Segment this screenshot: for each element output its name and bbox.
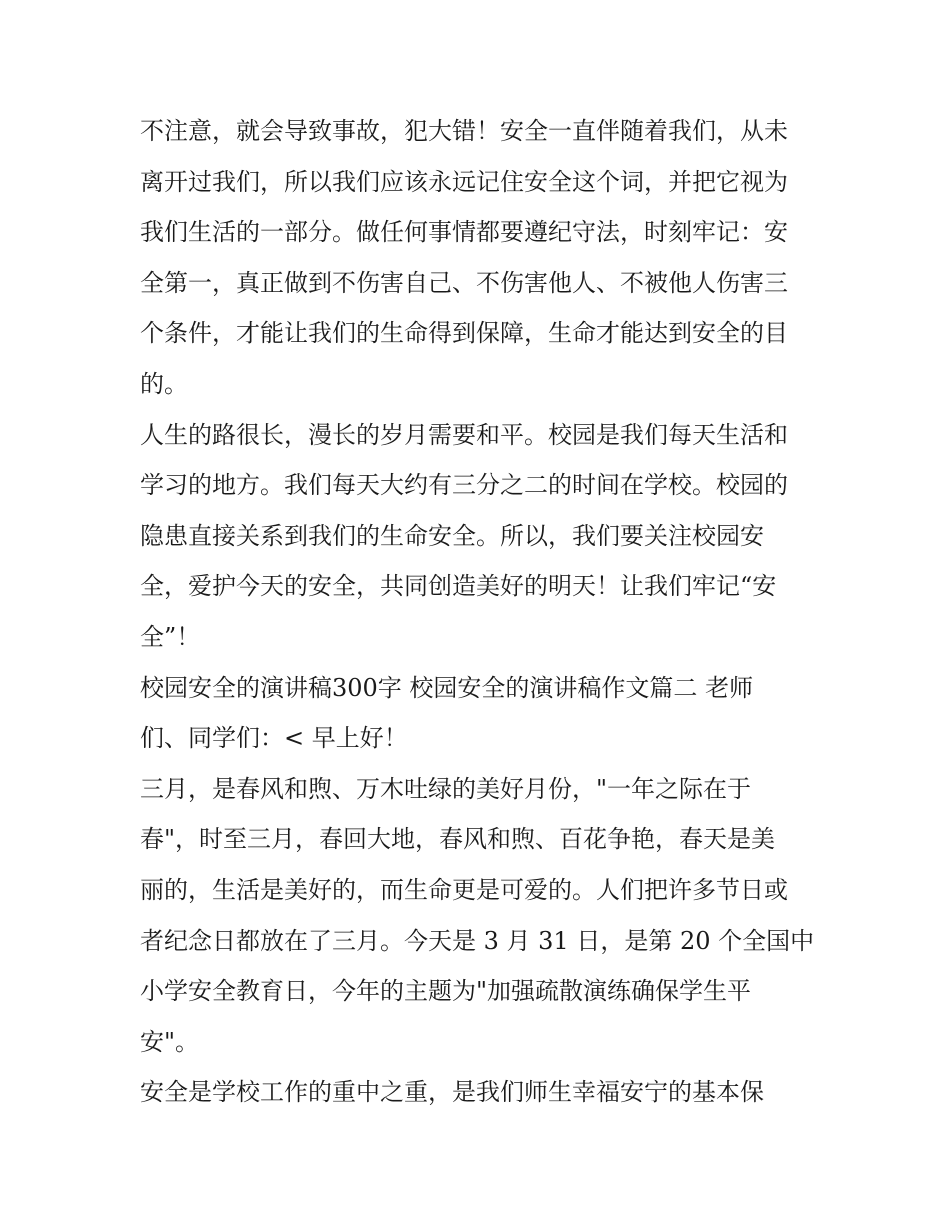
text-line: 我们生活的一部分。做任何事情都要遵纪守法，时刻牢记：安: [140, 218, 788, 247]
text-line: 安全是学校工作的重中之重，是我们师生幸福安宁的基本保: [140, 1078, 764, 1107]
text-line: 全第一，真正做到不伤害自己、不伤害他人、不被他人伤害三: [140, 268, 788, 297]
text-line: 的。: [140, 369, 188, 398]
greeting-line: 们、同学们：< 早上好！: [140, 724, 408, 753]
text-line: 三月，是春风和煦、万木吐绿的美好月份，"一年之际在于: [140, 774, 752, 803]
document-body: [140, 106, 820, 1118]
text-line: 全，爱护今天的安全，共同创造美好的明天！让我们牢记“安: [140, 572, 777, 601]
text-line: 离开过我们，所以我们应该永远记住安全这个词，并把它视为: [140, 167, 788, 196]
text-line: 者纪念日都放在了三月。今天是 3 月 31 日，是第 20 个全国中: [140, 926, 815, 955]
text-line: 隐患直接关系到我们的生命安全。所以，我们要关注校园安: [140, 521, 764, 550]
text-line: 人生的路很长，漫长的岁月需要和平。校园是我们每天生活和: [140, 420, 788, 449]
text-line: 春"，时至三月，春回大地，春风和煦、百花争艳，春天是美: [140, 825, 776, 854]
text-line: 安"。: [140, 1027, 200, 1056]
text-line: 学习的地方。我们每天大约有三分之二的时间在学校。校园的: [140, 471, 788, 500]
text-line: 个条件，才能让我们的生命得到保障，生命才能达到安全的目: [140, 319, 788, 348]
text-line: 小学安全教育日，今年的主题为"加强疏散演练确保学生平: [140, 977, 752, 1006]
section-heading-line: 校园安全的演讲稿300字 校园安全的演讲稿作文篇二 老师: [140, 673, 754, 702]
text-line: 丽的，生活是美好的，而生命更是可爱的。人们把许多节日或: [140, 875, 788, 904]
text-line: 不注意，就会导致事故，犯大错！安全一直伴随着我们，从未: [140, 117, 788, 145]
text-line: 全”！: [140, 622, 201, 651]
